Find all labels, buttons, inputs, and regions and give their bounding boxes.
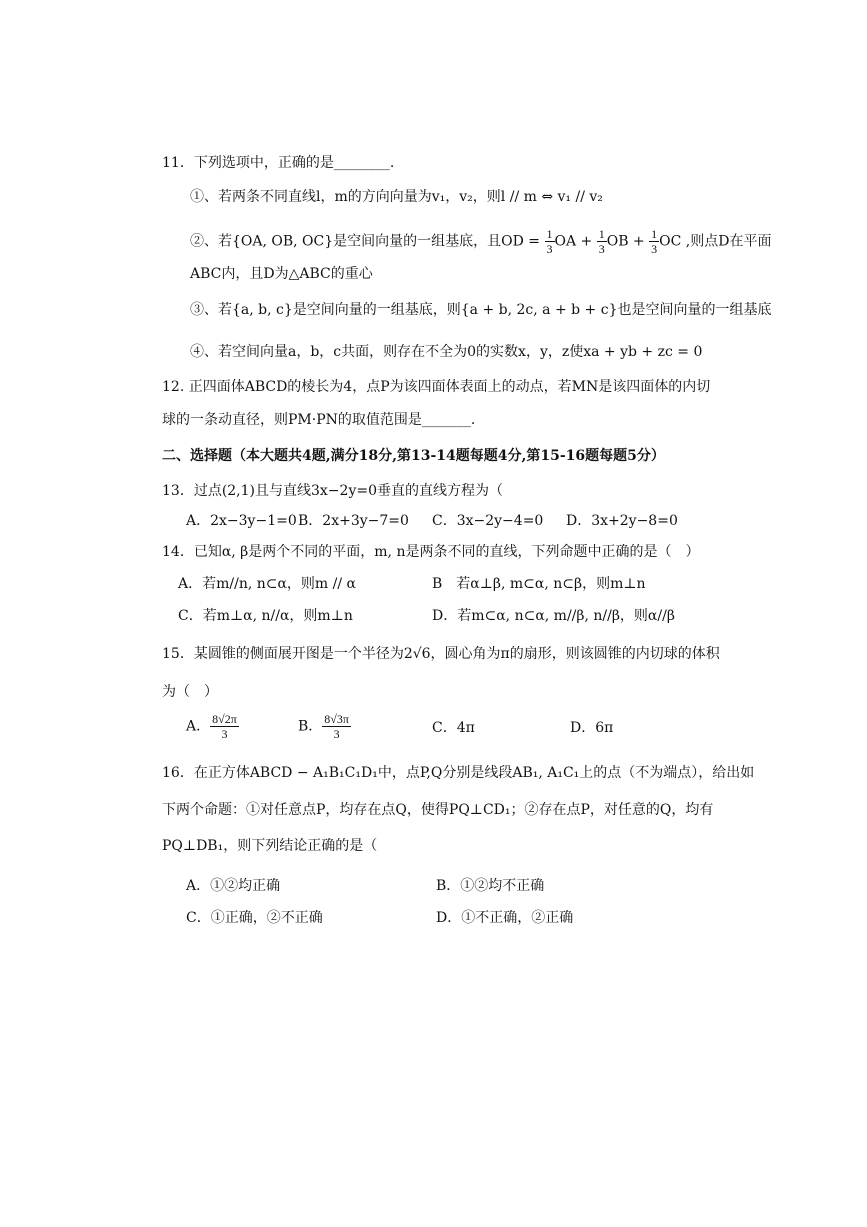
q15-line-1: 15．某圆锥的侧面展开图是一个半径为2√6，圆心角为π的扇形，则该圆锥的内切球的体积 xyxy=(162,646,720,662)
q14-option-c: C．若m⊥α, n//α，则m⊥n xyxy=(178,608,353,624)
q11-option-4: ④、若空间向量a，b，c共面，则存在不全为0的实数x，y，z使xa + yb + zc = 0 xyxy=(190,344,703,360)
q11-option-1: ①、若两条不同直线l，m的方向向量为v₁，v₂，则l // m ⇔ v₁ // v₂ xyxy=(190,189,603,205)
section-2-heading: 二、选择题（本大题共4题,满分18分,第13-14题每题4分,第15-16题每题5分） xyxy=(162,448,665,464)
q15-line-2: 为（ ） xyxy=(162,684,218,700)
q11-fraction-3: $\frac{1}{3}$ xyxy=(651,227,658,256)
q11-option-2 xyxy=(190,227,771,256)
q16-line-3: PQ⊥DB₁，则下列结论正确的是（ xyxy=(162,838,378,854)
q13-stem: 13．过点(2,1)且与直线3x−2y=0垂直的直线方程为（ xyxy=(162,483,503,499)
q15-option-d: D．6π xyxy=(570,720,614,736)
q11-option-2-line-2: ABC内，且D为△ABC的重心 xyxy=(190,266,373,282)
q11-option-2-part-a: ②、若{OA, OB, OC}是空间向量的一组基底，且OD = xyxy=(190,233,545,250)
q15-option-c: C．4π xyxy=(432,720,475,736)
q11-option-2-part-c: OB + xyxy=(606,233,650,250)
q16-line-1: 16．在正方体ABCD − A₁B₁C₁D₁中，点P,Q分别是线段AB₁, A₁C₁上的点（不为端点），给出如 xyxy=(162,765,755,781)
q15-option-b: B． $\frac{8√3\pi}{3}$ xyxy=(298,712,349,741)
q16-option-a: A．①②均正确 xyxy=(186,878,281,894)
q16-line-2: 下两个命题：①对任意点P，均存在点Q，使得PQ⊥CD₁；②存在点P，对任意的Q，均有 xyxy=(162,802,714,818)
q14-stem: 14．已知α, β是两个不同的平面，m, n是两条不同的直线，下列命题中正确的是（ ） xyxy=(162,544,700,560)
q11-fraction-1: $\frac{1}{3}$ xyxy=(546,227,553,256)
q11-option-2-part-d: OC ,则点D在平面 xyxy=(659,233,772,250)
q16-option-c: C．①正确，②不正确 xyxy=(186,910,323,926)
q13-option-a: A．2x−3y−1=0 xyxy=(186,513,297,529)
q13-option-b: B．2x+3y−7=0 xyxy=(298,513,409,529)
q15-option-b-fraction: $\frac{8√3\pi}{3}$ xyxy=(324,712,349,741)
q16-option-b: B．①②均不正确 xyxy=(436,878,545,894)
q11-stem: 11．下列选项中，正确的是________. xyxy=(162,155,395,171)
q11-option-2-part-b: OA + xyxy=(554,233,597,250)
q13-option-c: C．3x−2y−4=0 xyxy=(432,513,544,529)
q14-option-d: D．若m⊂α, n⊂α, m//β, n//β，则α//β xyxy=(432,608,675,624)
q11-fraction-2: $\frac{1}{3}$ xyxy=(598,227,605,256)
q12-line-2: 球的一条动直径，则PM·PN的取值范围是_______. xyxy=(162,412,476,428)
q14-option-b: B 若α⊥β, m⊂α, n⊂β，则m⊥n xyxy=(432,576,646,592)
q13-option-d: D．3x+2y−8=0 xyxy=(566,513,678,529)
q12-line-1: 12. 正四面体ABCD的棱长为4，点P为该四面体表面上的动点，若MN是该四面体的内切 xyxy=(162,379,711,395)
q15-option-a: A． $\frac{8√2\pi}{3}$ xyxy=(186,712,237,741)
q16-option-d: D．①不正确，②正确 xyxy=(436,910,574,926)
q11-option-3: ③、若{a, b, c}是空间向量的一组基底，则{a + b, 2c, a + b + c}也是空间向量的一组基底 xyxy=(190,302,772,318)
q14-option-a: A．若m//n, n⊂α，则m // α xyxy=(178,576,357,592)
q15-option-a-fraction: $\frac{8√2\pi}{3}$ xyxy=(212,712,237,741)
